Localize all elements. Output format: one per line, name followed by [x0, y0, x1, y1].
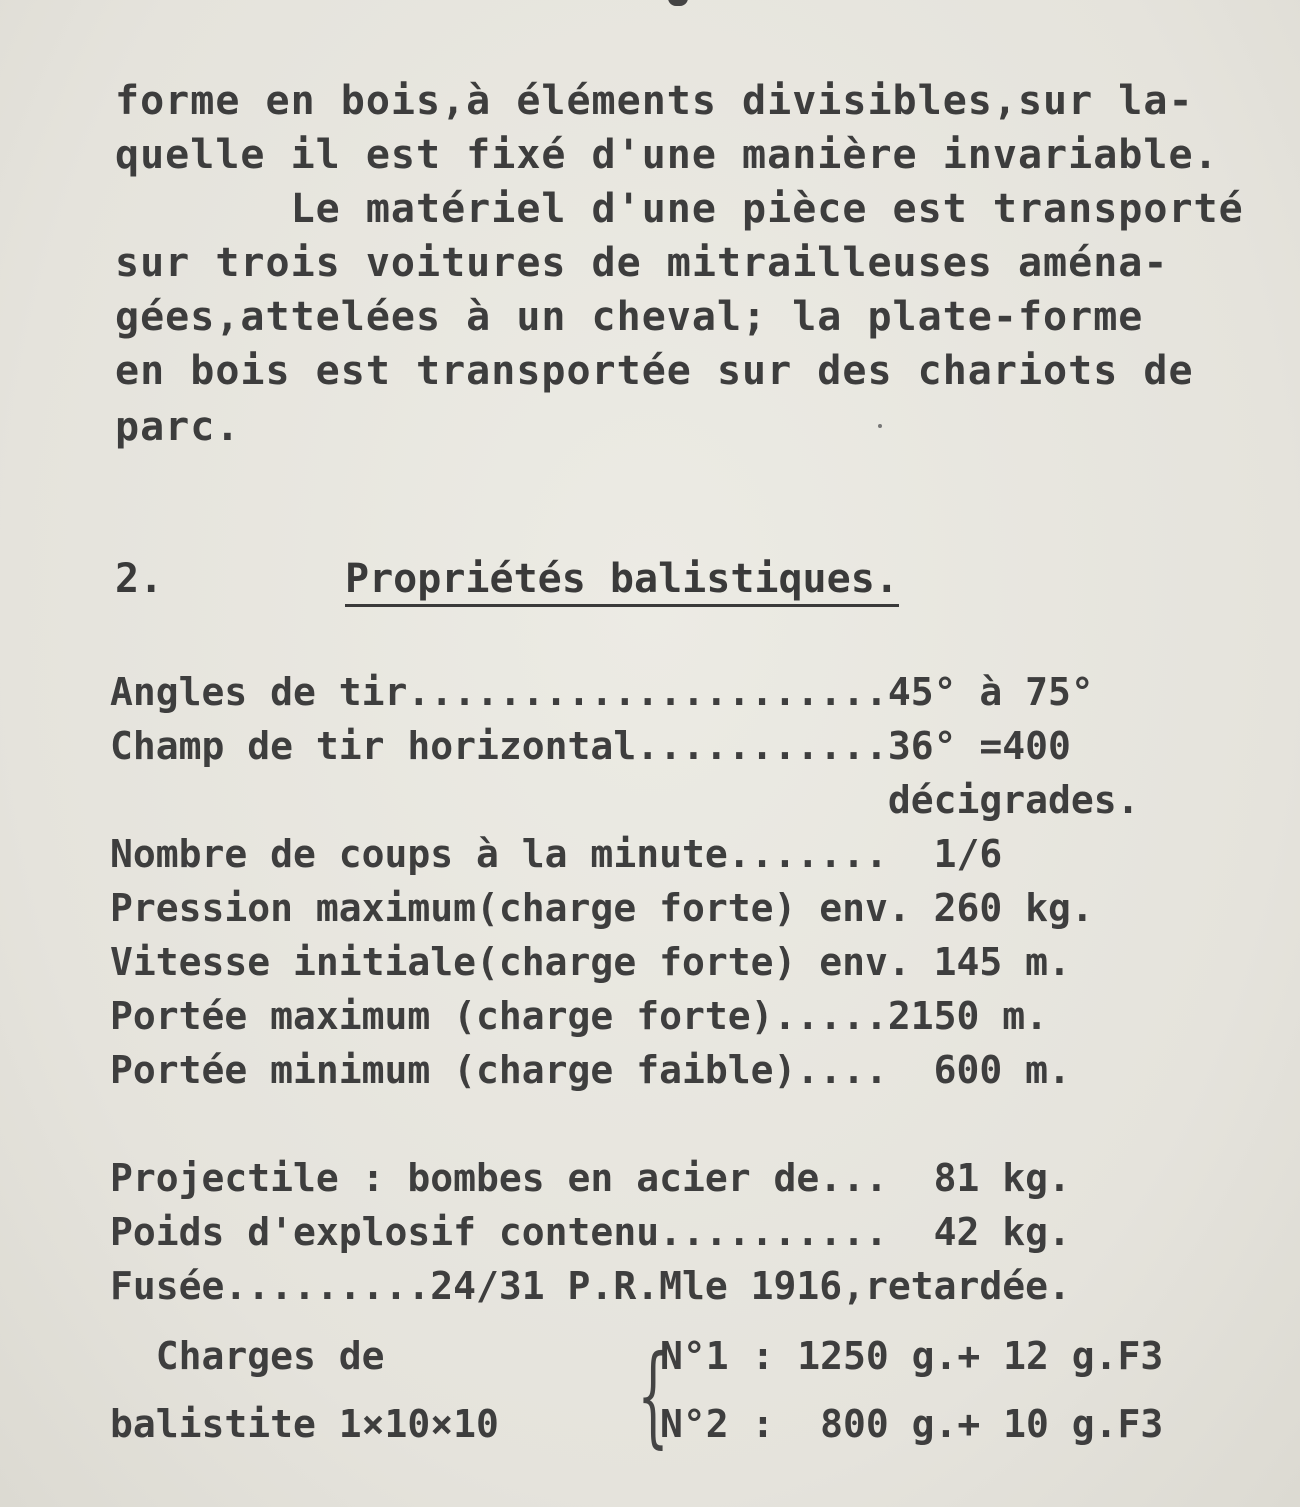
- ink-speck: [878, 424, 882, 428]
- paragraph-line: quelle il est fixé d'une manière invariable.: [115, 132, 1219, 178]
- spec-line: Nombre de coups à la minute....... 1/6: [110, 832, 1003, 876]
- spec-line: Poids d'explosif contenu.......... 42 kg.: [110, 1210, 1071, 1254]
- spec-line: Champ de tir horizontal...........36° =400: [110, 724, 1071, 768]
- charges-label: balistite 1×10×10: [110, 1402, 499, 1446]
- spec-line: Fusée.........24/31 P.R.Mle 1916,retardée.: [110, 1264, 1071, 1308]
- spec-line: décigrades.: [110, 778, 1140, 822]
- brace-icon: {: [637, 1331, 669, 1459]
- spec-line: Portée minimum (charge faible).... 600 m.: [110, 1048, 1071, 1092]
- charges-label: Charges de: [110, 1334, 385, 1378]
- charge-n2: N°2 : 800 g.+ 10 g.F3: [660, 1402, 1164, 1446]
- spec-line: Vitesse initiale(charge forte) env. 145 m.: [110, 940, 1071, 984]
- page-edge-mark: [668, 0, 688, 6]
- paragraph-line: forme en bois,à éléments divisibles,sur la-: [115, 78, 1194, 124]
- paragraph-line: en bois est transportée sur des chariots de: [115, 348, 1194, 394]
- section-number: 2.: [115, 556, 164, 602]
- section-title: Propriétés balistiques.: [345, 556, 899, 607]
- charge-n1: N°1 : 1250 g.+ 12 g.F3: [660, 1334, 1164, 1378]
- paragraph-line: Le matériel d'une pièce est transporté: [115, 186, 1244, 232]
- paragraph-line: parc.: [115, 404, 241, 450]
- spec-line: Portée maximum (charge forte).....2150 m.: [110, 994, 1048, 1038]
- paragraph-line: gées,attelées à un cheval; la plate-forme: [115, 294, 1144, 340]
- spec-line: Pression maximum(charge forte) env. 260 kg.: [110, 886, 1094, 930]
- spec-line: Angles de tir.....................45° à 75°: [110, 670, 1094, 714]
- spec-line: Projectile : bombes en acier de... 81 kg.: [110, 1156, 1071, 1200]
- paragraph-line: sur trois voitures de mitrailleuses aména-: [115, 240, 1169, 286]
